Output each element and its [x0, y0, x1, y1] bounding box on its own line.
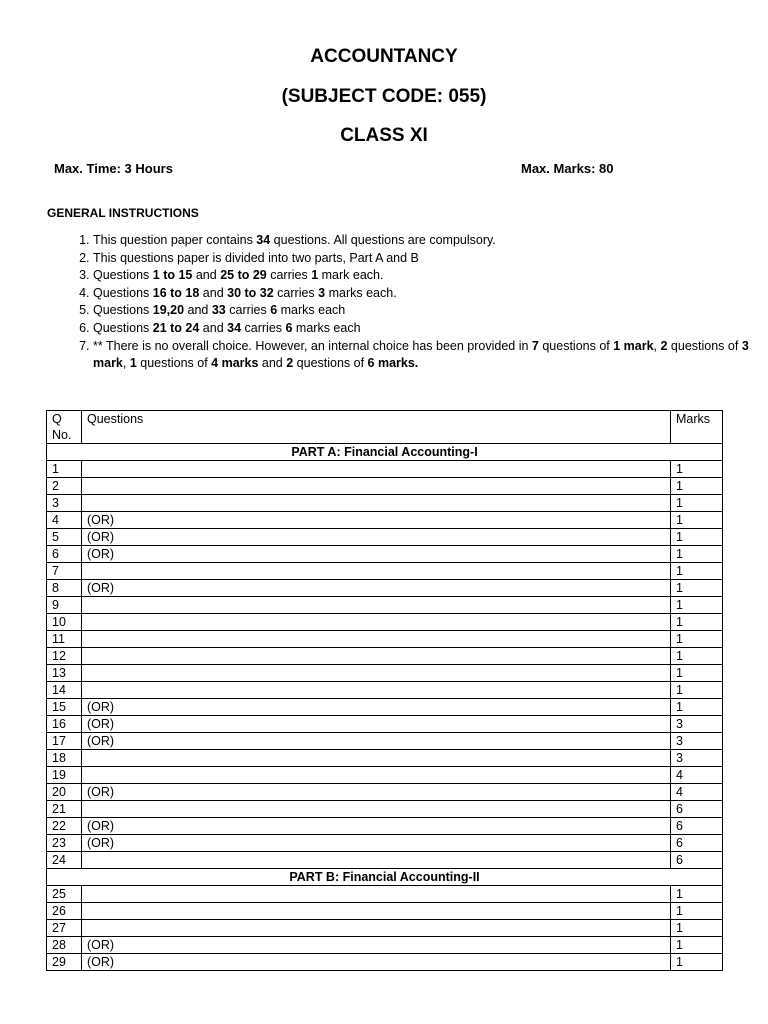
table-row: [47, 614, 723, 631]
question-text: [82, 495, 671, 512]
question-marks: 1: [671, 512, 723, 529]
question-number: 14: [47, 682, 82, 699]
question-number: 11: [47, 631, 82, 648]
table-row: [47, 852, 723, 869]
question-text: [82, 631, 671, 648]
question-text: [82, 682, 671, 699]
question-number: 15: [47, 699, 82, 716]
table-row: [47, 784, 723, 801]
question-marks: 1: [671, 597, 723, 614]
question-marks: 1: [671, 903, 723, 920]
table-row: [47, 716, 723, 733]
question-number: 23: [47, 835, 82, 852]
instruction-item: 1. This question paper contains 34 questions. All questions are compulsory.: [93, 232, 768, 250]
instruction-item: 3. Questions 1 to 15 and 25 to 29 carries 1 mark each.: [93, 267, 768, 285]
question-marks: 1: [671, 665, 723, 682]
part-title: PART A: Financial Accounting-I: [47, 444, 723, 461]
question-number: 3: [47, 495, 82, 512]
instruction-item: 6. Questions 21 to 24 and 34 carries 6 marks each: [93, 320, 768, 338]
table-row: [47, 631, 723, 648]
question-number: 4: [47, 512, 82, 529]
table-row: [47, 920, 723, 937]
question-marks: 1: [671, 461, 723, 478]
table-header-row: [47, 411, 723, 444]
question-marks: 1: [671, 682, 723, 699]
question-number: 20: [47, 784, 82, 801]
question-text: (OR): [82, 733, 671, 750]
table-row: [47, 801, 723, 818]
question-text: [82, 886, 671, 903]
question-text: (OR): [82, 835, 671, 852]
question-marks: 1: [671, 563, 723, 580]
question-number: 24: [47, 852, 82, 869]
question-text: [82, 648, 671, 665]
question-number: 13: [47, 665, 82, 682]
question-marks: 1: [671, 886, 723, 903]
question-number: 21: [47, 801, 82, 818]
question-marks: 1: [671, 699, 723, 716]
header-qno: Q No.: [47, 411, 82, 444]
question-marks: 4: [671, 784, 723, 801]
question-text: (OR): [82, 580, 671, 597]
question-text: [82, 801, 671, 818]
question-marks: 6: [671, 801, 723, 818]
table-row: [47, 835, 723, 852]
instruction-item: 5. Questions 19,20 and 33 carries 6 marks each: [93, 302, 768, 320]
question-marks: 3: [671, 750, 723, 767]
table-row: [47, 529, 723, 546]
document-title: ACCOUNTANCY: [310, 46, 458, 67]
class-label: CLASS XI: [340, 125, 428, 146]
part-title: PART B: Financial Accounting-II: [47, 869, 723, 886]
question-number: 16: [47, 716, 82, 733]
question-marks: 6: [671, 835, 723, 852]
question-marks: 1: [671, 648, 723, 665]
question-marks: 1: [671, 478, 723, 495]
question-marks: 1: [671, 920, 723, 937]
question-number: 17: [47, 733, 82, 750]
question-text: [82, 903, 671, 920]
question-marks: 3: [671, 716, 723, 733]
question-marks: 1: [671, 937, 723, 954]
question-marks: 1: [671, 631, 723, 648]
question-text: [82, 614, 671, 631]
table-row: [47, 818, 723, 835]
question-text: [82, 665, 671, 682]
table-row: [47, 495, 723, 512]
instruction-item: 7. ** There is no overall choice. However, an internal choice has been provided in 7 questions of 1 mark, 2 questions of 3 mark, 1 questions of 4 marks and 2 questions of 6 marks.: [93, 338, 768, 373]
question-marks: 4: [671, 767, 723, 784]
question-text: (OR): [82, 818, 671, 835]
table-row: [47, 903, 723, 920]
question-marks: 1: [671, 614, 723, 631]
question-marks: 1: [671, 546, 723, 563]
table-row: [47, 937, 723, 954]
question-marks: 6: [671, 818, 723, 835]
question-text: (OR): [82, 546, 671, 563]
table-row: [47, 699, 723, 716]
question-number: 25: [47, 886, 82, 903]
table-row: [47, 733, 723, 750]
max-time: Max. Time: 3 Hours: [54, 161, 173, 176]
table-row: [47, 767, 723, 784]
question-text: (OR): [82, 937, 671, 954]
table-row: [47, 546, 723, 563]
part-header-row: [47, 869, 723, 886]
table-row: [47, 512, 723, 529]
question-marks: 1: [671, 495, 723, 512]
question-number: 26: [47, 903, 82, 920]
question-text: [82, 852, 671, 869]
question-number: 9: [47, 597, 82, 614]
question-marks: 1: [671, 954, 723, 971]
question-number: 12: [47, 648, 82, 665]
question-text: (OR): [82, 784, 671, 801]
question-number: 8: [47, 580, 82, 597]
question-number: 5: [47, 529, 82, 546]
question-text: [82, 767, 671, 784]
question-text: [82, 461, 671, 478]
question-number: 19: [47, 767, 82, 784]
question-marks: 3: [671, 733, 723, 750]
question-number: 2: [47, 478, 82, 495]
question-marks: 1: [671, 529, 723, 546]
table-row: [47, 665, 723, 682]
header-questions: Questions: [82, 411, 671, 444]
question-text: (OR): [82, 529, 671, 546]
question-marks: 6: [671, 852, 723, 869]
table-row: [47, 954, 723, 971]
question-text: (OR): [82, 716, 671, 733]
instruction-item: 2. This questions paper is divided into two parts, Part A and B: [93, 250, 768, 268]
header-marks: Marks: [671, 411, 723, 444]
table-row: [47, 563, 723, 580]
question-text: (OR): [82, 699, 671, 716]
question-text: [82, 750, 671, 767]
subject-code: (SUBJECT CODE: 055): [281, 86, 487, 107]
question-number: 29: [47, 954, 82, 971]
question-text: [82, 920, 671, 937]
question-marks: 1: [671, 580, 723, 597]
question-number: 18: [47, 750, 82, 767]
questions-table: [46, 410, 723, 971]
table-row: [47, 750, 723, 767]
question-text: [82, 478, 671, 495]
part-header-row: [47, 444, 723, 461]
question-number: 22: [47, 818, 82, 835]
instructions-heading: GENERAL INSTRUCTIONS: [47, 206, 199, 220]
question-number: 10: [47, 614, 82, 631]
question-number: 7: [47, 563, 82, 580]
question-text: (OR): [82, 954, 671, 971]
question-number: 28: [47, 937, 82, 954]
table-row: [47, 580, 723, 597]
question-number: 1: [47, 461, 82, 478]
question-number: 27: [47, 920, 82, 937]
table-row: [47, 648, 723, 665]
table-row: [47, 682, 723, 699]
instruction-item: 4. Questions 16 to 18 and 30 to 32 carries 3 marks each.: [93, 285, 768, 303]
table-row: [47, 478, 723, 495]
instructions-list: [54, 232, 768, 373]
table-row: [47, 597, 723, 614]
table-row: [47, 886, 723, 903]
question-number: 6: [47, 546, 82, 563]
question-text: [82, 563, 671, 580]
table-row: [47, 461, 723, 478]
question-text: [82, 597, 671, 614]
max-marks: Max. Marks: 80: [521, 161, 614, 176]
question-text: (OR): [82, 512, 671, 529]
